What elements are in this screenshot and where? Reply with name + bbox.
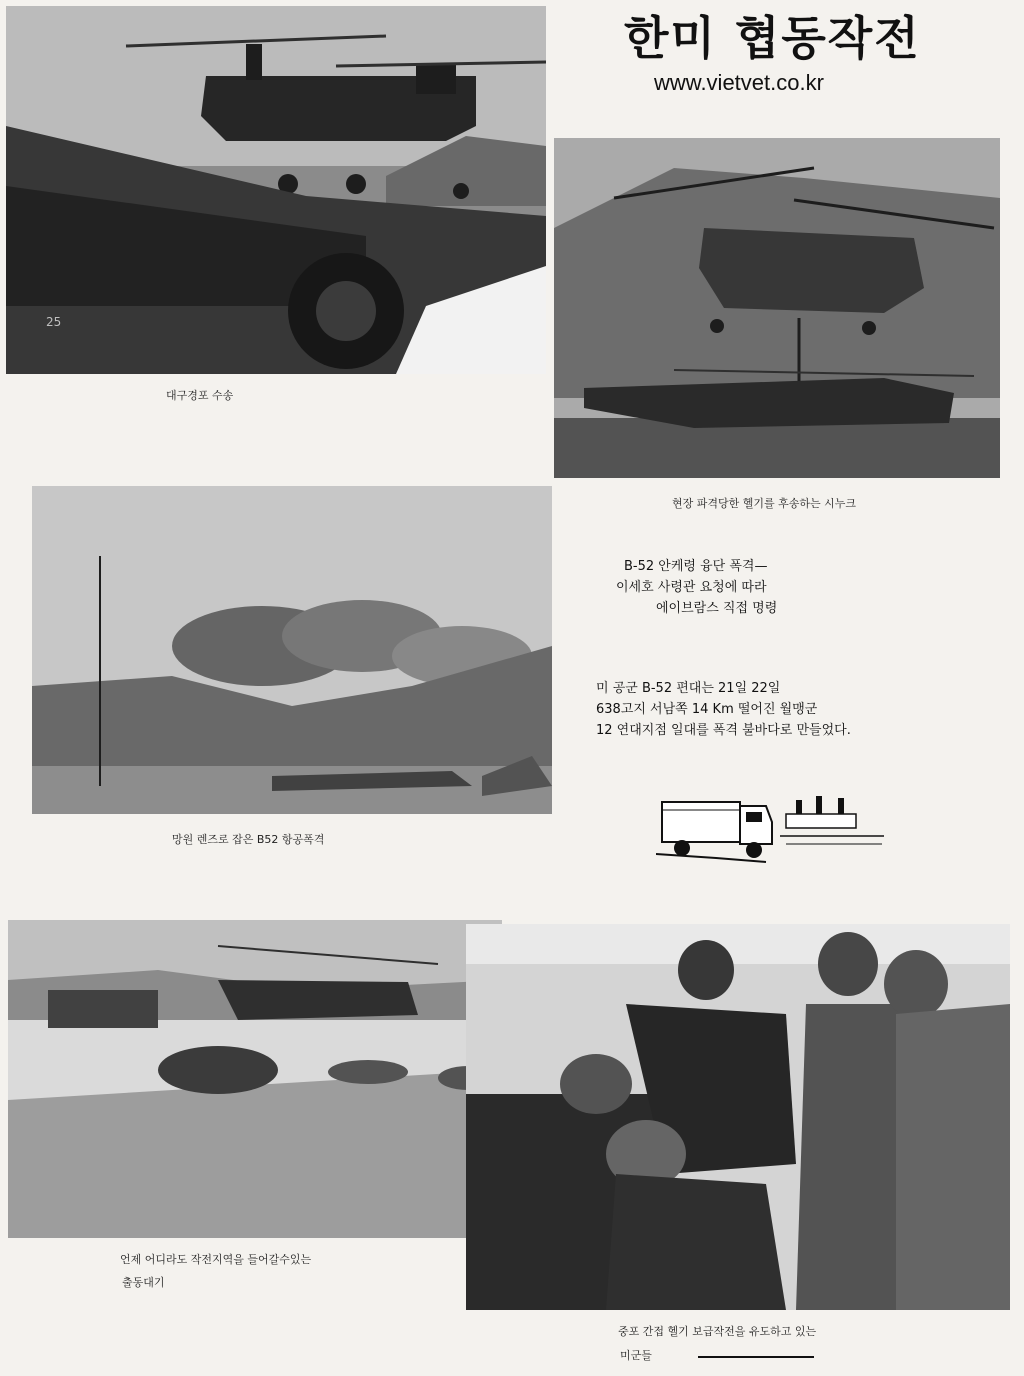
caption-photo5-line2: 미군들	[620, 1349, 652, 1362]
article-body-line1: 미 공군 B-52 편대는 21일 22일	[596, 681, 781, 696]
photo-troops-standby	[8, 920, 502, 1238]
caption-photo2: 현장 파격당한 헬기를 후송하는 시누크	[672, 497, 857, 510]
article-body-line3: 12 연대지점 일대를 폭격 불바다로 만들었다.	[596, 723, 851, 738]
caption-photo4-line1: 언제 어디라도 작전지역을 들어갈수있는	[120, 1253, 312, 1266]
caption-photo5-line1: 중포 간접 헬기 보급작전을 유도하고 있는	[618, 1325, 817, 1338]
photo-chinook-huey	[554, 138, 1000, 478]
article-headline-line2: 이세호 사령관 요청에 따라	[616, 580, 767, 595]
caption-photo4-line2: 출동대기	[122, 1276, 165, 1289]
website-url: www.vietvet.co.kr	[654, 70, 824, 95]
caption-photo3: 망원 렌즈로 잡은 B52 항공폭격	[172, 833, 325, 846]
article-body-line2: 638고지 서남쪽 14 Km 떨어진 월맹군	[596, 702, 818, 717]
page-title: 한미 협동작전	[624, 11, 921, 65]
caption-photo1: 대구경포 수송	[166, 389, 234, 402]
article-headline-line1: B-52 안케령 융단 폭격—	[624, 559, 768, 574]
article-headline-line3: 에이브람스 직접 명령	[656, 601, 778, 616]
photo-b52-bombing	[32, 486, 552, 814]
photo-chinook-artillery	[6, 6, 546, 374]
closing-rule	[698, 1356, 814, 1358]
photo-soldiers-resupply	[466, 924, 1010, 1310]
artillery-marking: 25	[46, 315, 62, 329]
truck-illustration	[656, 792, 886, 868]
